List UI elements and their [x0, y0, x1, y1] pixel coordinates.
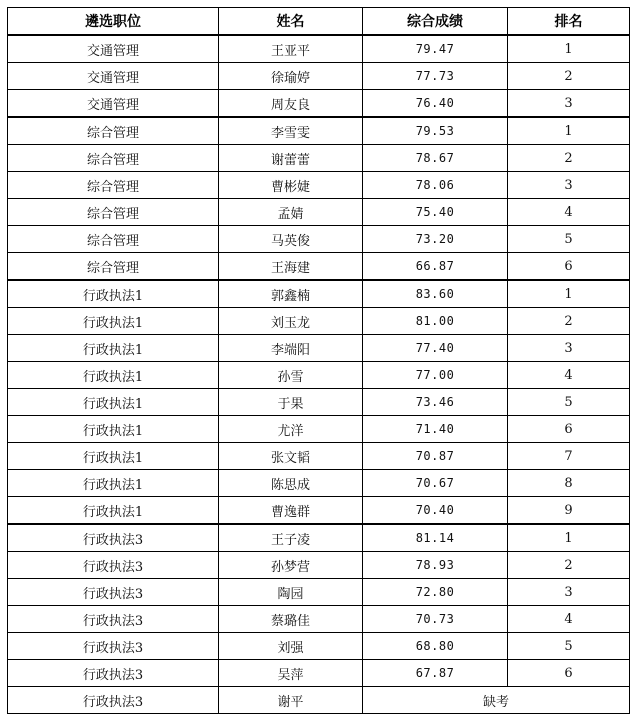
table-row	[8, 497, 630, 525]
cell-score: 66.87	[363, 253, 508, 281]
cell-score: 73.20	[363, 226, 508, 253]
cell-position: 交通管理	[8, 63, 219, 90]
table-row	[8, 687, 630, 714]
header-score: 综合成绩	[363, 8, 508, 36]
cell-name: 蔡璐佳	[219, 606, 363, 633]
cell-name: 曹彬婕	[219, 172, 363, 199]
table-row	[8, 172, 630, 199]
cell-rank: 9	[508, 497, 630, 525]
table-row	[8, 606, 630, 633]
cell-rank: 2	[508, 308, 630, 335]
cell-position: 行政执法3	[8, 660, 219, 687]
cell-score: 78.93	[363, 552, 508, 579]
cell-name: 尤洋	[219, 416, 363, 443]
cell-rank: 3	[508, 579, 630, 606]
cell-name: 马英俊	[219, 226, 363, 253]
cell-name: 孟婧	[219, 199, 363, 226]
cell-position: 行政执法3	[8, 687, 219, 714]
table-row	[8, 308, 630, 335]
cell-score: 78.06	[363, 172, 508, 199]
table-row	[8, 63, 630, 90]
cell-name: 王亚平	[219, 35, 363, 63]
cell-absent: 缺考	[363, 687, 630, 714]
cell-score: 70.67	[363, 470, 508, 497]
cell-score: 71.40	[363, 416, 508, 443]
table-row	[8, 524, 630, 552]
cell-name: 徐瑜婷	[219, 63, 363, 90]
cell-score: 77.40	[363, 335, 508, 362]
cell-position: 行政执法1	[8, 443, 219, 470]
cell-score: 70.87	[363, 443, 508, 470]
cell-name: 李端阳	[219, 335, 363, 362]
cell-name: 陶园	[219, 579, 363, 606]
cell-rank: 2	[508, 145, 630, 172]
cell-name: 曹逸群	[219, 497, 363, 525]
cell-position: 行政执法1	[8, 335, 219, 362]
cell-name: 孙梦营	[219, 552, 363, 579]
cell-position: 行政执法3	[8, 579, 219, 606]
table-row	[8, 362, 630, 389]
table-row	[8, 579, 630, 606]
table-header	[8, 8, 630, 36]
table-body	[8, 35, 630, 714]
score-table-container	[7, 7, 629, 714]
cell-score: 67.87	[363, 660, 508, 687]
table-row	[8, 416, 630, 443]
cell-rank: 6	[508, 416, 630, 443]
cell-name: 王子凌	[219, 524, 363, 552]
cell-rank: 5	[508, 633, 630, 660]
cell-rank: 3	[508, 90, 630, 118]
cell-position: 行政执法3	[8, 552, 219, 579]
table-row	[8, 145, 630, 172]
table-row	[8, 280, 630, 308]
cell-position: 行政执法1	[8, 497, 219, 525]
table-row	[8, 633, 630, 660]
cell-rank: 4	[508, 199, 630, 226]
cell-rank: 2	[508, 63, 630, 90]
cell-position: 行政执法3	[8, 606, 219, 633]
cell-rank: 8	[508, 470, 630, 497]
header-position: 遴选职位	[8, 8, 219, 36]
cell-score: 77.73	[363, 63, 508, 90]
cell-name: 谢蕾蕾	[219, 145, 363, 172]
cell-rank: 3	[508, 335, 630, 362]
cell-position: 综合管理	[8, 226, 219, 253]
header-name: 姓名	[219, 8, 363, 36]
cell-position: 综合管理	[8, 117, 219, 145]
cell-rank: 5	[508, 389, 630, 416]
cell-score: 79.47	[363, 35, 508, 63]
cell-name: 孙雪	[219, 362, 363, 389]
cell-position: 综合管理	[8, 199, 219, 226]
cell-score: 73.46	[363, 389, 508, 416]
cell-position: 行政执法1	[8, 470, 219, 497]
table-row	[8, 389, 630, 416]
table-row	[8, 443, 630, 470]
cell-name: 陈思成	[219, 470, 363, 497]
cell-position: 行政执法1	[8, 280, 219, 308]
cell-name: 李雪雯	[219, 117, 363, 145]
table-row	[8, 470, 630, 497]
cell-score: 70.73	[363, 606, 508, 633]
table-row	[8, 117, 630, 145]
cell-score: 83.60	[363, 280, 508, 308]
header-rank: 排名	[508, 8, 630, 36]
table-row	[8, 660, 630, 687]
cell-score: 77.00	[363, 362, 508, 389]
cell-position: 行政执法1	[8, 389, 219, 416]
cell-score: 68.80	[363, 633, 508, 660]
header-row	[8, 8, 630, 36]
cell-position: 行政执法1	[8, 362, 219, 389]
cell-position: 综合管理	[8, 145, 219, 172]
cell-name: 刘玉龙	[219, 308, 363, 335]
cell-rank: 6	[508, 660, 630, 687]
table-row	[8, 335, 630, 362]
cell-name: 张文韬	[219, 443, 363, 470]
cell-score: 72.80	[363, 579, 508, 606]
table-row	[8, 90, 630, 118]
cell-rank: 1	[508, 524, 630, 552]
cell-rank: 1	[508, 117, 630, 145]
cell-rank: 1	[508, 35, 630, 63]
cell-name: 王海建	[219, 253, 363, 281]
cell-position: 交通管理	[8, 90, 219, 118]
cell-position: 行政执法1	[8, 416, 219, 443]
cell-score: 75.40	[363, 199, 508, 226]
cell-name: 谢平	[219, 687, 363, 714]
cell-score: 76.40	[363, 90, 508, 118]
cell-rank: 1	[508, 280, 630, 308]
cell-score: 81.14	[363, 524, 508, 552]
cell-rank: 7	[508, 443, 630, 470]
cell-rank: 6	[508, 253, 630, 281]
cell-score: 78.67	[363, 145, 508, 172]
score-table	[7, 7, 630, 714]
cell-rank: 5	[508, 226, 630, 253]
cell-rank: 2	[508, 552, 630, 579]
cell-position: 综合管理	[8, 172, 219, 199]
cell-rank: 3	[508, 172, 630, 199]
cell-rank: 4	[508, 606, 630, 633]
table-row	[8, 199, 630, 226]
cell-score: 79.53	[363, 117, 508, 145]
cell-score: 70.40	[363, 497, 508, 525]
table-row	[8, 226, 630, 253]
table-row	[8, 253, 630, 281]
cell-name: 吴萍	[219, 660, 363, 687]
cell-position: 行政执法3	[8, 633, 219, 660]
cell-name: 于果	[219, 389, 363, 416]
cell-name: 刘强	[219, 633, 363, 660]
cell-position: 综合管理	[8, 253, 219, 281]
cell-position: 交通管理	[8, 35, 219, 63]
table-row	[8, 552, 630, 579]
cell-name: 周友良	[219, 90, 363, 118]
cell-position: 行政执法1	[8, 308, 219, 335]
cell-position: 行政执法3	[8, 524, 219, 552]
table-row	[8, 35, 630, 63]
cell-score: 81.00	[363, 308, 508, 335]
cell-rank: 4	[508, 362, 630, 389]
cell-name: 郭鑫楠	[219, 280, 363, 308]
